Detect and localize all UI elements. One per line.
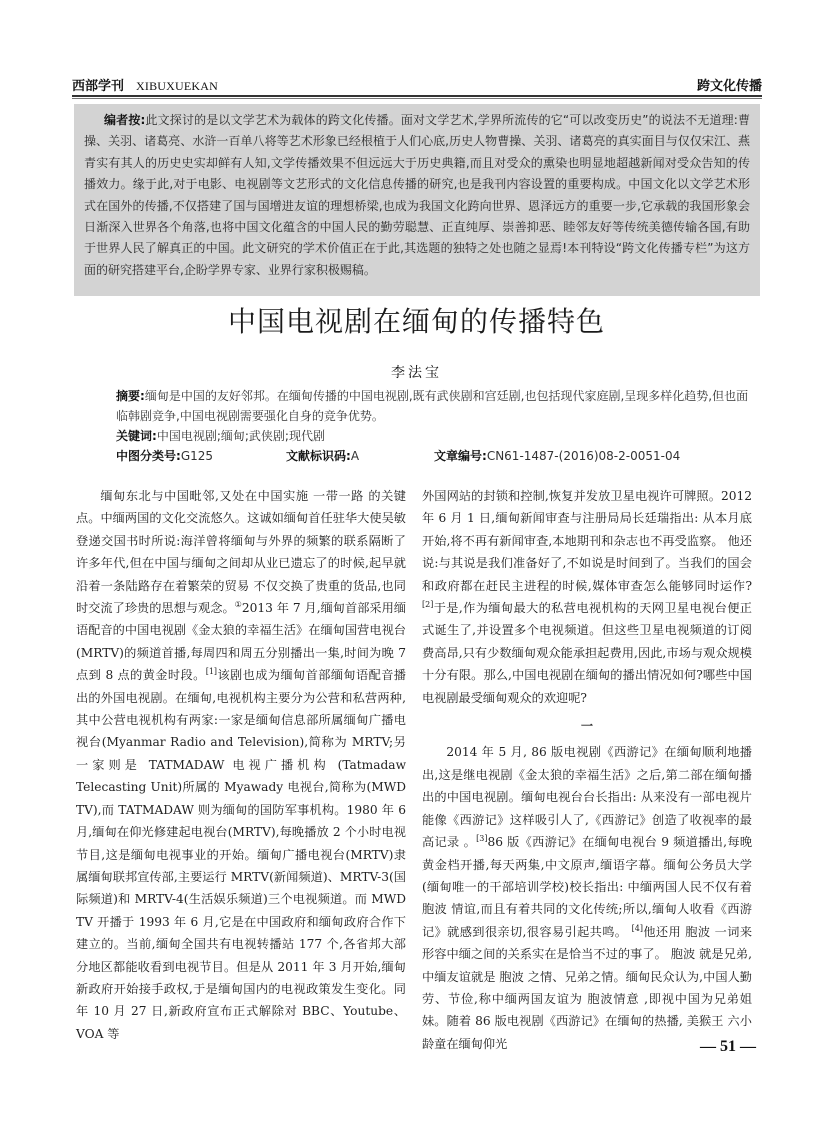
page-number: — 51 — xyxy=(700,1038,756,1055)
journal-name xyxy=(72,75,218,94)
paragraph-text: 2013 年 7 月,缅甸首部采用缅语配音的中国电视剧《金太狼的幸福生活》在缅甸国营电视台(MRTV)的频道首播,每周四和周五分别播出一集,时间为晚 7 点到 8 点的黄金时段。 xyxy=(76,601,407,683)
citation-marker: [2] xyxy=(422,599,434,609)
abstract-block xyxy=(88,386,760,466)
article-no-value: CN61-1487-(2016)08-2-0051-04 xyxy=(486,449,681,463)
document-code xyxy=(286,446,434,466)
body-paragraph xyxy=(76,485,406,1045)
keywords-label: 关键词: xyxy=(116,429,157,443)
doc-code-label: 文献标识码: xyxy=(286,449,351,463)
article-no-label: 文章编号: xyxy=(434,449,487,463)
article-author: 李法宝 xyxy=(391,365,442,381)
citation-marker: [1] xyxy=(205,667,218,677)
body-column-right xyxy=(422,485,752,1055)
doc-code-value: A xyxy=(350,449,360,463)
journal-name-cn: 西部学刊 xyxy=(72,79,125,94)
keywords-text: 中国电视剧;缅甸;武侠剧;现代剧 xyxy=(156,429,325,443)
abstract xyxy=(88,386,760,426)
article-title: 中国电视剧在缅甸的传播特色 xyxy=(227,305,605,338)
section-heading: 一 xyxy=(580,719,594,734)
clc-label: 中图分类号: xyxy=(116,449,181,463)
keywords xyxy=(88,426,760,446)
citation-marker: [4] xyxy=(631,923,643,933)
classification-row xyxy=(88,446,760,466)
paragraph-text: 于是,作为缅甸最大的私营电视机构的天网卫星电视台便正式诞生了,并设置多个电视频道。但这些卫星电视频道的订阅费高昂,只有少数缅甸观众能承担起费用,因此,市场与观众规模十分有限。那么,中国电视剧在缅甸的播出情况如何?哪些中国电视剧最受缅甸观众的欢迎呢? xyxy=(422,601,752,705)
header-rule-thick xyxy=(72,95,762,97)
section-name: 跨文化传播 xyxy=(696,79,762,94)
body-paragraph xyxy=(422,485,752,709)
abstract-text: 缅甸是中国的友好邻邦。在缅甸传播的中国电视剧,既有武侠剧和宫廷剧,也包括现代家庭剧,呈现多样化趋势,但也面临韩剧竞争,中国电视剧需要强化自身的竞争优势。 xyxy=(116,389,749,423)
body-paragraph xyxy=(422,741,752,1055)
running-header xyxy=(72,74,762,94)
paragraph-text: 缅甸东北与中国毗邻,又处在中国实施 一带一路 的关键点。中缅两国的文化交流悠久。这诚如缅甸首任驻华大使吴敏登递交国书时所说:海洋曾将缅甸与外界的频繁的联系隔断了许多年代,但在中国与缅甸之间却从业已遗忘了的时候,起早就沿着一条陆路存在着繁荣的贸易 不仅交换了贵重的货品,也同时交流了珍贵的思想与观念。 xyxy=(76,489,406,616)
header-rule-thin xyxy=(72,98,762,99)
paragraph-text: 2014 年 5 月, 86 版电视剧《西游记》在缅甸顺利地播出,这是继电视剧《金太狼的幸福生活》之后,第二部在缅甸播出的中国电视剧。缅甸电视台台长指出: 从来没有一部电视片能像《西游记》这样吸引人了,《西游记》创造了收视率的最高记录 。 xyxy=(422,745,752,850)
editor-note-label: 编者按: xyxy=(104,113,146,127)
clc-code xyxy=(116,446,286,466)
editor-note-text: 此文探讨的是以文学艺术为载体的跨文化传播。面对文学艺术,学界所流传的它“可以改变历史”的说法不无道理:曹操、关羽、诸葛亮、水浒一百单八将等艺术形象已经根植于人们心底,历史人物曹操、关羽、诸葛亮的真实面目与仅仅宋江、燕青实有其人的历史史实却鲜有人知,文学传播效果不但远远大于历史典籍,而且对受众的熏染也明显地超越新闻对受众告知的传播效力。缘于此,对于电影、电视剧等文艺形式的文化信息传播的研究,也是我刊内容设置的重要构成。中国文化以文学艺术形式在国外的传播,不仅搭建了国与国增进友谊的理想桥梁,也成为我国文化跨向世界、恩泽远方的重要一步,它承载的我国形象会日渐深入世界各个角落,也将中国文化蕴含的中国人民的勤劳聪慧、正直纯厚、崇善抑恶、睦邻友好等传统美德传输各国,有助于世界人民了解真正的中国。此文研究的学术价值正在于此,其选题的独特之处也随之显焉!本刊特设“跨文化传播专栏”为这方面的研究搭建平台,企盼学界专家、业界行家积极赐稿。 xyxy=(84,113,750,277)
article-number xyxy=(434,446,680,466)
paragraph-text: 86 版《西游记》在缅甸电视台 9 频道播出,每晚黄金档开播,每天两集,中文原声,缅语字幕。缅甸公务员大学(缅甸唯一的干部培训学校)校长指出: 中缅两国人民不仅有着 胞波 情谊,而且有着共同的文化传统;所以,缅甸人收看《西游记》就感到很亲切,很容易引起共鸣。 xyxy=(422,835,753,939)
editor-note-box xyxy=(74,104,760,296)
clc-value: G125 xyxy=(180,449,214,463)
footnote-marker: ① xyxy=(234,599,242,609)
journal-name-en: XIBUXUEKAN xyxy=(136,79,219,93)
citation-marker: [3] xyxy=(476,834,488,844)
body-column-left xyxy=(76,485,406,1045)
abstract-label: 摘要: xyxy=(116,389,145,403)
paragraph-text: 该剧也成为缅甸首部缅甸语配音播出的外国电视剧。在缅甸,电视机构主要分为公营和私营两种,其中公营电视机构有两家:一家是缅甸信息部所属缅甸广播电视台(Myanmar Radio and Television),简称为 MRTV;另一家则是 TATMADAW 电视广播机构 (Tatmadaw Telecasting Unit)所属的 Myawady 电视台,简称为(MWD TV),而 TATMADAW 则为缅甸的国防军事机构。1980 年 6 月,缅甸在仰光修建起电视台(MRTV),每晚播放 2 个小时电视节目,这是缅甸电视事业的开始。缅甸广播电视台(MRTV)隶属缅甸联邦宣传部,主要运行 MRTV(新闻频道)、MRTV-3(国际频道)和 MRTV-4(生活娱乐频道)三个电视频道。而 MWD TV 开播于 1993 年 6 月,它是在中国政府和缅甸政府合作下建立的。当前,缅甸全国共有电视转播站 177 个,各省邦大部分地区都能收看到电视节目。但是从 2011 年 3 月开始,缅甸新政府开始接手政权,于是缅甸国内的电视政策发生变化。同年 10 月 27 日,新政府宣布正式解除对 BBC、Youtube、VOA 等 xyxy=(76,668,406,1041)
paragraph-text: 他还用 胞波 一词来形容中缅之间的关系实在是恰当不过的事了。 胞波 就是兄弟,中缅友谊就是 胞波 之情、兄弟之情。缅甸民众认为,中国人勤劳、节俭,称中缅两国友谊为 胞波情意 ,即视中国为兄弟姐妹。随着 86 版电视剧《西游记》在缅甸的热播, 美猴王 六小龄童在缅甸仰光 xyxy=(422,924,753,1051)
paragraph-text: 外国网站的封锁和控制,恢复并发放卫星电视许可牌照。2012 年 6 月 1 日,缅甸新闻审查与注册局局长廷瑞指出: 从本月底开始,将不再有新闻审查,本地期刊和杂志也不再受监察。 他还说:与其说是我们准备好了,不如说是时间到了。当我们的国会和政府都在赶民主进程的时候,媒体审查怎么能够同时运作? xyxy=(422,489,752,593)
